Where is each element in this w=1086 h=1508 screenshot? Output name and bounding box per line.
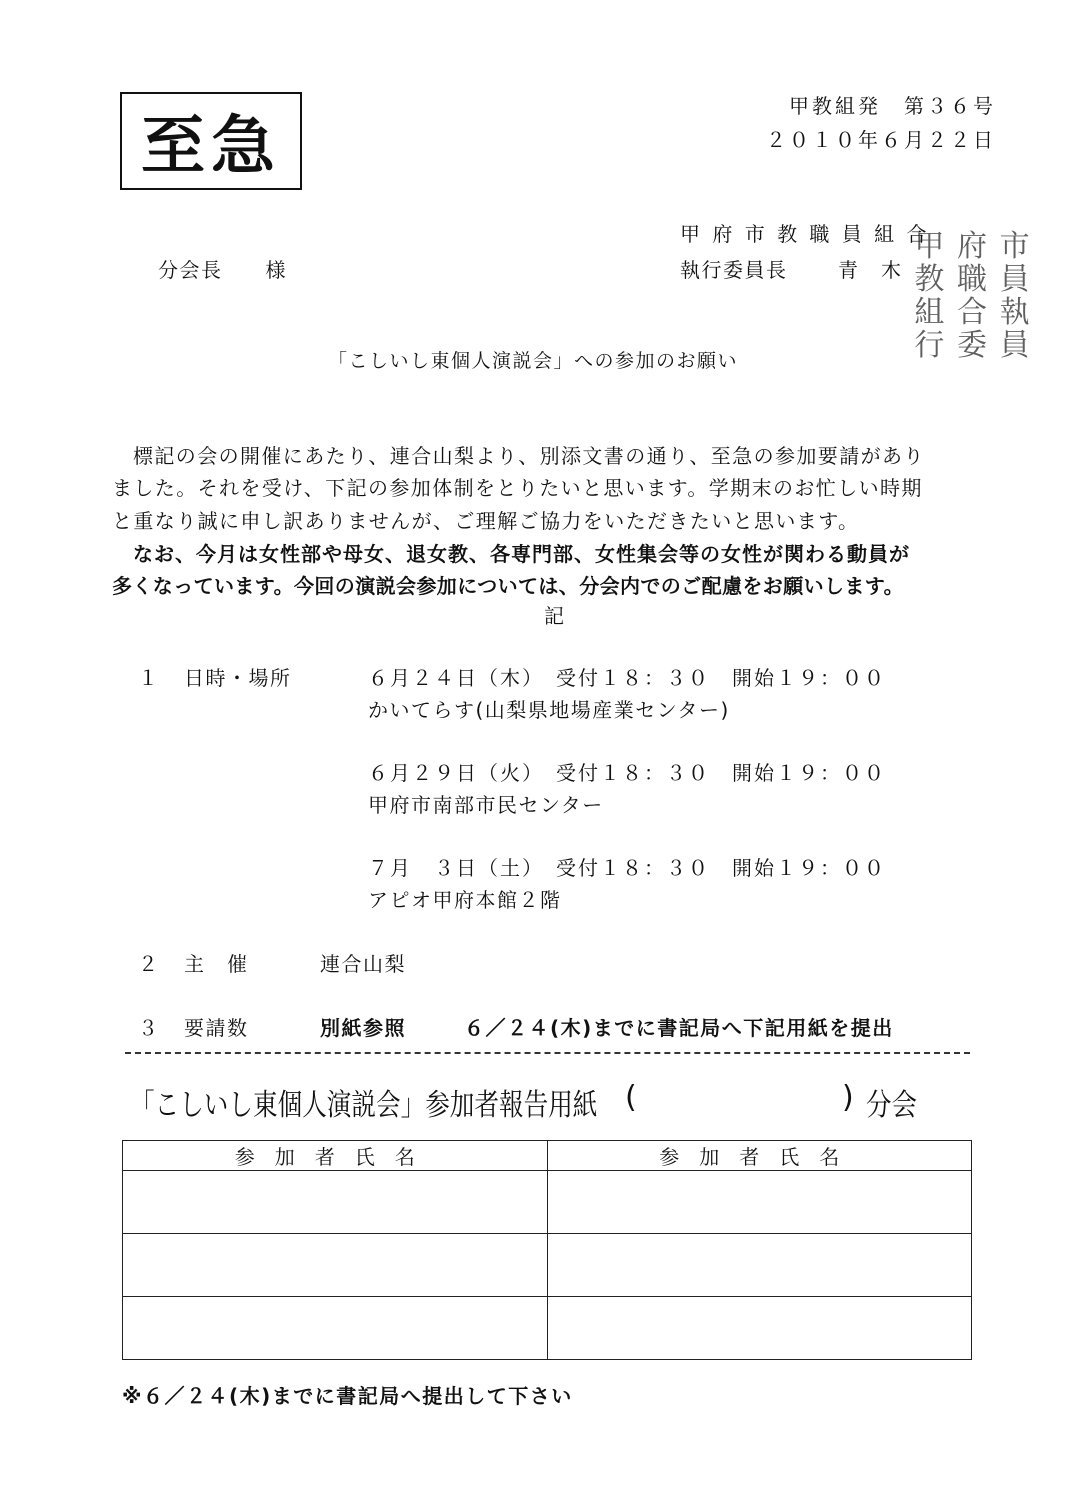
participant-name-cell[interactable] <box>123 1171 548 1234</box>
document-number: 甲教組発 第３６号 <box>789 94 996 118</box>
table-row <box>123 1171 972 1234</box>
seal-char: 執 <box>999 294 1030 330</box>
table-header-row <box>123 1141 972 1171</box>
participant-name-cell[interactable] <box>547 1234 972 1297</box>
event-2-datetime: ６月２９日（火） 受付１８：３０ 開始１９：００ <box>368 761 886 785</box>
item-3-label: 要請数 <box>184 1016 249 1040</box>
seal-char: 員 <box>999 261 1030 297</box>
urgent-stamp-text: 至急 <box>141 110 281 184</box>
event-3-datetime: ７月 ３日（土） 受付１８：３０ 開始１９：００ <box>368 856 886 880</box>
item-1-label: 日時・場所 <box>184 666 292 690</box>
seal-char: 甲 <box>914 228 945 264</box>
event-3-place: アピオ甲府本館２階 <box>368 888 562 912</box>
footer-note: ※６／２４(木)までに書記局へ提出して下さい <box>122 1384 573 1408</box>
seal-char: 市 <box>999 228 1030 264</box>
seal-char: 府 <box>956 228 987 264</box>
seal-char: 教 <box>914 261 945 297</box>
body-line-3: と重なり誠に申し訳ありませんが、ご理解ご協力をいただきたいと思います。 <box>112 509 860 533</box>
ki-heading: 記 <box>544 604 566 628</box>
table-row <box>123 1297 972 1360</box>
item-3-value: 別紙参照 <box>320 1016 406 1040</box>
body-bold-line-1: なお、今月は女性部や母女、退女教、各専門部、女性集会等の女性が関わる動員が <box>133 542 910 566</box>
item-2-label: 主 催 <box>184 952 249 976</box>
participant-name-cell[interactable] <box>547 1171 972 1234</box>
col-header-participant-name-1: 参加者氏名 <box>123 1141 548 1171</box>
sender-organization: 甲 府 市 教 職 員 組 合 <box>680 222 930 246</box>
form-branch-suffix: 分会 <box>866 1088 917 1123</box>
item-1-number: １ <box>138 666 160 690</box>
seal-char: 行 <box>914 327 945 363</box>
participant-name-cell[interactable] <box>547 1297 972 1360</box>
sender-name: 青 木 <box>838 258 903 282</box>
form-title: 「こしいし東個人演説会」参加者報告用紙 <box>130 1088 598 1123</box>
document-date: ２０１０年６月２２日 <box>766 128 996 152</box>
document-title: 「こしいし東個人演説会」への参加のお願い <box>328 350 739 372</box>
item-2-number: ２ <box>138 952 160 976</box>
sender-title: 執行委員長 <box>680 258 788 282</box>
form-branch-paren-close: ) <box>842 1080 854 1115</box>
event-1-datetime: ６月２４日（木） 受付１８：３０ 開始１９：００ <box>368 666 886 690</box>
event-1-place: かいてらす(山梨県地場産業センター) <box>368 698 730 722</box>
event-2-place: 甲府市南部市民センター <box>368 793 604 817</box>
item-2-value: 連合山梨 <box>320 952 406 976</box>
seal-char: 員 <box>999 327 1030 363</box>
seal-char: 委 <box>956 327 987 363</box>
participant-name-cell[interactable] <box>123 1297 548 1360</box>
recipient: 分会長 様 <box>158 258 287 282</box>
item-3-number: ３ <box>138 1016 160 1040</box>
col-header-participant-name-2: 参加者氏名 <box>547 1141 972 1171</box>
participants-table <box>122 1140 972 1360</box>
table-row <box>123 1234 972 1297</box>
seal-char: 組 <box>914 294 945 330</box>
participant-name-cell[interactable] <box>123 1234 548 1297</box>
cut-line <box>125 1052 970 1054</box>
body-line-1: 標記の会の開催にあたり、連合山梨より、別添文書の通り、至急の参加要請があり <box>133 444 925 468</box>
seal-char: 合 <box>956 294 987 330</box>
body-line-2: ました。それを受け、下記の参加体制をとりたいと思います。学期末のお忙しい時期 <box>112 476 923 500</box>
urgent-stamp-box <box>120 92 302 190</box>
item-3-note: ６／２４(木)までに書記局へ下記用紙を提出 <box>464 1016 894 1040</box>
body-bold-line-2: 多くなっています。今回の演説会参加については、分会内でのご配慮をお願いします。 <box>112 574 904 598</box>
official-seal <box>908 230 1036 362</box>
seal-char: 職 <box>956 261 987 297</box>
form-branch-paren-open: ( <box>625 1080 637 1115</box>
